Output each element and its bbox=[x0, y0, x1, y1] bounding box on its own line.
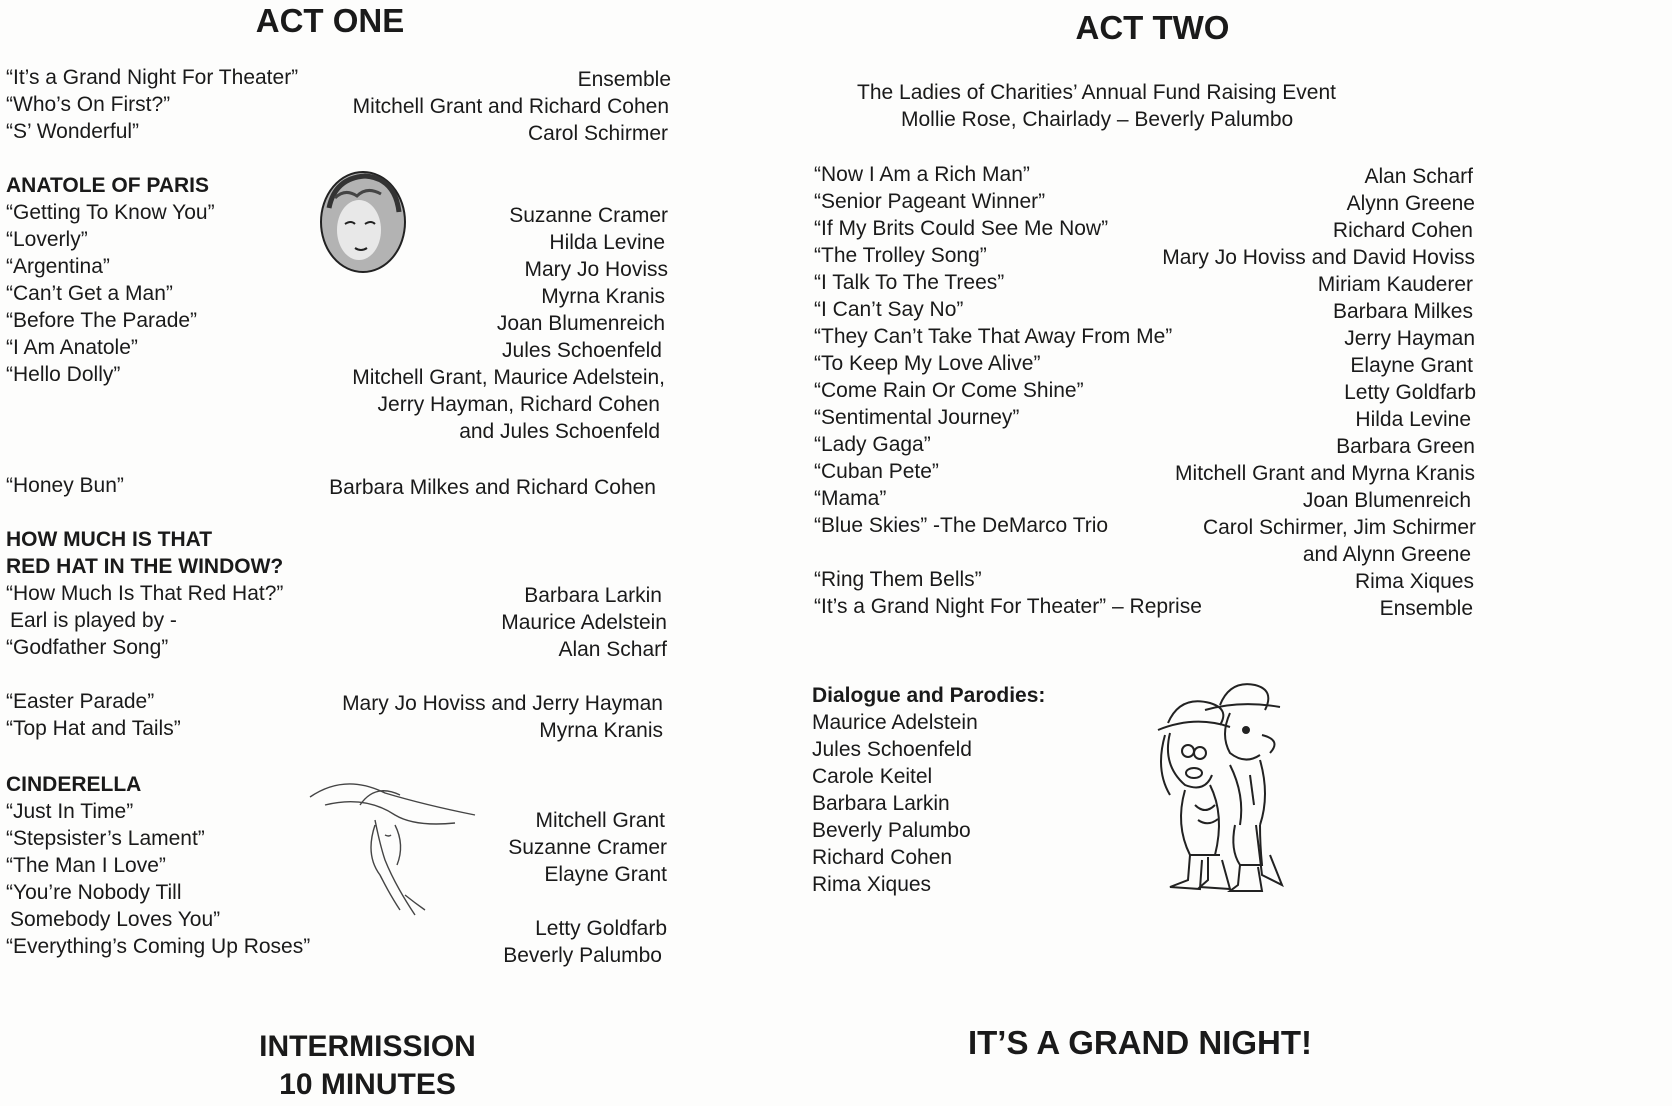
anatole-performer: Joan Blumenreich bbox=[496, 312, 665, 335]
red-hat-performer: Barbara Larkin bbox=[524, 584, 662, 607]
act-two-performer: and Alynn Greene bbox=[1302, 543, 1471, 566]
opening-performer-3: Carol Schirmer bbox=[527, 122, 668, 145]
cinderella-performer: Suzanne Cramer bbox=[508, 836, 667, 859]
act-two-performer: Alynn Greene bbox=[1346, 192, 1475, 215]
cinderella-song: “Everything’s Coming Up Roses” bbox=[6, 935, 311, 958]
act-one-title: ACT ONE bbox=[255, 2, 405, 39]
act-two-performer: Rima Xiques bbox=[1354, 570, 1474, 593]
anatole-song: “I Am Anatole” bbox=[6, 336, 138, 359]
act-two-song: “Ring Them Bells” bbox=[814, 568, 982, 591]
cinderella-performer: Mitchell Grant bbox=[535, 809, 665, 832]
section-heading-anatole: ANATOLE OF PARIS bbox=[6, 174, 210, 197]
section-heading-red-hat-2: RED HAT IN THE WINDOW? bbox=[6, 555, 284, 578]
dialogue-writer: Beverly Palumbo bbox=[812, 819, 971, 842]
red-hat-song: “How Much Is That Red Hat?” bbox=[6, 582, 284, 605]
closing-headline: IT’S A GRAND NIGHT! bbox=[967, 1024, 1313, 1061]
act-two-song: “It’s a Grand Night For Theater” – Reprise bbox=[814, 595, 1202, 618]
act-two-performer: Alan Scharf bbox=[1364, 165, 1473, 188]
anatole-song: “Getting To Know You” bbox=[6, 201, 215, 224]
act-two-song: “If My Brits Could See Me Now” bbox=[814, 217, 1109, 240]
act-two-performer: Barbara Milkes bbox=[1332, 300, 1473, 323]
anatole-performer: Mitchell Grant, Maurice Adelstein, bbox=[352, 366, 665, 389]
act-two-performer: Barbara Green bbox=[1336, 435, 1475, 458]
act-two-song: “The Trolley Song” bbox=[814, 244, 987, 267]
anatole-performer: Mary Jo Hoviss bbox=[524, 258, 668, 281]
act-two-song: “Senior Pageant Winner” bbox=[814, 190, 1046, 213]
act-two-performer: Mitchell Grant and Myrna Kranis bbox=[1175, 462, 1475, 485]
dialogue-writer: Barbara Larkin bbox=[812, 792, 950, 815]
cinderella-performer: Elayne Grant bbox=[544, 863, 667, 886]
act-two-performer: Elayne Grant bbox=[1350, 354, 1473, 377]
opening-performer-1: Ensemble bbox=[577, 68, 671, 91]
act-two-performer: Mary Jo Hoviss and David Hoviss bbox=[1162, 246, 1475, 269]
red-hat-song: Earl is played by - bbox=[10, 609, 177, 632]
red-hat-performer: Alan Scharf bbox=[558, 638, 667, 661]
anatole-performer: Jules Schoenfeld bbox=[502, 339, 662, 362]
act-two-song: “Mama” bbox=[814, 487, 887, 510]
easter-performer: Mary Jo Hoviss and Jerry Hayman bbox=[342, 692, 663, 715]
opening-song-1: “It’s a Grand Night For Theater” bbox=[6, 66, 299, 89]
opening-song-3: “S’ Wonderful” bbox=[6, 120, 140, 143]
act-two-performer: Ensemble bbox=[1379, 597, 1473, 620]
easter-performer: Myrna Kranis bbox=[539, 719, 663, 742]
cinderella-performer: Beverly Palumbo bbox=[503, 944, 662, 967]
anatole-performer: Jerry Hayman, Richard Cohen bbox=[377, 393, 660, 416]
act-two-title: ACT TWO bbox=[1075, 9, 1230, 46]
anatole-performer: Myrna Kranis bbox=[541, 285, 665, 308]
anatole-performer: Hilda Levine bbox=[549, 231, 665, 254]
red-hat-performer: Maurice Adelstein bbox=[501, 611, 667, 634]
portrait-illustration bbox=[315, 168, 410, 278]
act-two-performer: Miriam Kauderer bbox=[1317, 273, 1473, 296]
anatole-song: “Argentina” bbox=[6, 255, 110, 278]
opening-performer-2: Mitchell Grant and Richard Cohen bbox=[352, 95, 669, 118]
event-line-2: Mollie Rose, Chairlady – Beverly Palumbo bbox=[901, 108, 1294, 131]
event-line-1: The Ladies of Charities’ Annual Fund Raising Event bbox=[857, 81, 1337, 104]
dialogue-heading: Dialogue and Parodies: bbox=[812, 684, 1046, 707]
act-two-song: “Sentimental Journey” bbox=[814, 406, 1020, 429]
intermission-heading: INTERMISSION bbox=[259, 1030, 476, 1063]
anatole-song: “Loverly” bbox=[6, 228, 88, 251]
act-two-song: “Lady Gaga” bbox=[814, 433, 931, 456]
act-two-song: “Now I Am a Rich Man” bbox=[814, 163, 1030, 186]
act-two-song: “To Keep My Love Alive” bbox=[814, 352, 1041, 375]
act-two-song: “I Talk To The Trees” bbox=[814, 271, 1005, 294]
honey-bun-song: “Honey Bun” bbox=[6, 474, 124, 497]
lady-hat-sketch bbox=[305, 775, 485, 925]
cinderella-song: Somebody Loves You” bbox=[10, 908, 221, 931]
section-heading-red-hat-1: HOW MUCH IS THAT bbox=[6, 528, 213, 551]
easter-song: “Top Hat and Tails” bbox=[6, 717, 181, 740]
cinderella-song: “The Man I Love” bbox=[6, 854, 166, 877]
act-two-song: “I Can’t Say No” bbox=[814, 298, 964, 321]
act-two-song: “They Can’t Take That Away From Me” bbox=[814, 325, 1173, 348]
dialogue-writer: Richard Cohen bbox=[812, 846, 953, 869]
anatole-song: “Hello Dolly” bbox=[6, 363, 121, 386]
act-two-performer: Jerry Hayman bbox=[1344, 327, 1475, 350]
intermission-duration: 10 MINUTES bbox=[279, 1068, 456, 1101]
section-heading-cinderella: CINDERELLA bbox=[6, 773, 142, 796]
dialogue-writer: Rima Xiques bbox=[812, 873, 932, 896]
cowboy-couple-cartoon bbox=[1150, 675, 1300, 895]
easter-song: “Easter Parade” bbox=[6, 690, 155, 713]
anatole-song: “Before The Parade” bbox=[6, 309, 198, 332]
red-hat-song: “Godfather Song” bbox=[6, 636, 169, 659]
act-two-song: “Cuban Pete” bbox=[814, 460, 939, 483]
act-two-song: “Come Rain Or Come Shine” bbox=[814, 379, 1084, 402]
act-two-performer: Richard Cohen bbox=[1332, 219, 1473, 242]
act-two-performer: Letty Goldfarb bbox=[1344, 381, 1476, 404]
anatole-song: “Can’t Get a Man” bbox=[6, 282, 173, 305]
act-two-performer: Hilda Levine bbox=[1355, 408, 1471, 431]
honey-bun-performer: Barbara Milkes and Richard Cohen bbox=[329, 476, 656, 499]
dialogue-writer: Maurice Adelstein bbox=[812, 711, 978, 734]
cinderella-song: “Stepsister’s Lament” bbox=[6, 827, 205, 850]
anatole-performer: Suzanne Cramer bbox=[509, 204, 668, 227]
anatole-performer: and Jules Schoenfeld bbox=[459, 420, 660, 443]
cinderella-performer: Letty Goldfarb bbox=[535, 917, 667, 940]
opening-song-2: “Who’s On First?” bbox=[6, 93, 171, 116]
cinderella-song: “You’re Nobody Till bbox=[6, 881, 182, 904]
dialogue-writer: Jules Schoenfeld bbox=[812, 738, 972, 761]
cinderella-song: “Just In Time” bbox=[6, 800, 134, 823]
act-two-performer: Joan Blumenreich bbox=[1302, 489, 1471, 512]
act-two-performer: Carol Schirmer, Jim Schirmer bbox=[1202, 516, 1476, 539]
dialogue-writer: Carole Keitel bbox=[812, 765, 933, 788]
act-two-song: “Blue Skies” -The DeMarco Trio bbox=[814, 514, 1109, 537]
